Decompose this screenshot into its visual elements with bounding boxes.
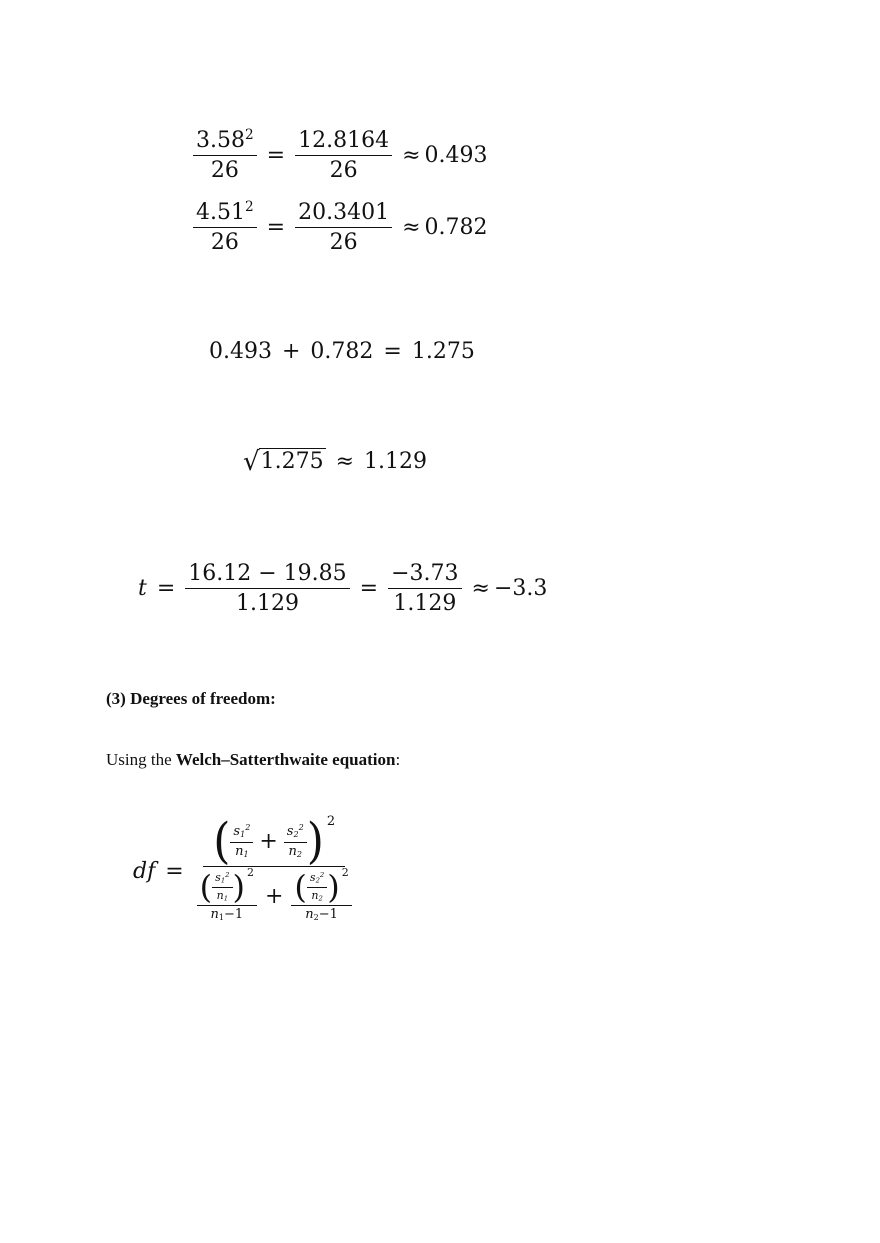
fraction xyxy=(185,561,349,617)
index: 2 xyxy=(293,829,299,839)
approx-sign: ≈ xyxy=(402,143,421,169)
numerator-value: 16.12 − 19.85 xyxy=(185,561,349,589)
equals-sign: = xyxy=(266,143,286,169)
equals-sign: = xyxy=(383,339,402,364)
sum-term-b: 0.782 xyxy=(310,339,374,364)
equals-sign: = xyxy=(156,576,176,602)
df-numerator xyxy=(203,813,345,870)
n-symbol: n xyxy=(288,843,297,859)
left-paren: ( xyxy=(294,868,307,906)
sum-term-a: 0.493 xyxy=(209,339,272,364)
exponent: 2 xyxy=(298,822,304,832)
index: 1 xyxy=(218,913,224,922)
fraction xyxy=(295,200,392,256)
s-symbol: s xyxy=(233,823,241,839)
intro-text: Using the xyxy=(106,750,176,769)
exponent: 2 xyxy=(244,198,254,215)
n-symbol: n xyxy=(311,888,319,902)
term-1-fraction xyxy=(197,865,257,923)
denominator-value: 1.129 xyxy=(393,591,457,617)
fraction xyxy=(193,200,257,256)
denominator-value: 26 xyxy=(329,230,358,256)
numerator-value: −3.73 xyxy=(388,561,461,589)
exponent: 2 xyxy=(225,870,230,879)
df-denominator xyxy=(194,867,355,923)
numerator-value: 20.3401 xyxy=(295,200,392,228)
root-result: 1.129 xyxy=(364,449,427,475)
index: 2 xyxy=(315,876,320,885)
equation-t-statistic xyxy=(138,561,547,617)
s-symbol: s xyxy=(215,870,221,884)
right-paren: ) xyxy=(232,868,245,906)
welch-intro-paragraph xyxy=(106,750,400,770)
fraction xyxy=(388,561,461,617)
plus-sign: + xyxy=(259,829,278,855)
exponent: 2 xyxy=(245,822,251,832)
equation-degrees-of-freedom xyxy=(133,813,355,923)
left-paren: ( xyxy=(199,868,213,906)
index: 1 xyxy=(243,849,249,859)
equals-sign: = xyxy=(266,215,286,241)
equation-variance-term-2 xyxy=(193,200,488,256)
radical xyxy=(243,447,326,478)
approx-sign: ≈ xyxy=(471,576,490,602)
df-variable: df xyxy=(133,858,156,884)
section-heading xyxy=(106,689,276,709)
n-symbol: n xyxy=(235,843,244,859)
plus-sign: + xyxy=(281,339,301,364)
approx-sign: ≈ xyxy=(402,215,421,241)
equals-sign: = xyxy=(165,858,184,884)
denominator-value: 26 xyxy=(210,230,239,256)
result-value: 0.493 xyxy=(424,143,488,169)
outer-exponent: 2 xyxy=(341,865,349,879)
outer-exponent: 2 xyxy=(246,865,254,879)
exponent: 2 xyxy=(244,126,254,143)
fraction xyxy=(193,128,257,184)
section-heading-text: (3) Degrees of freedom: xyxy=(106,689,276,708)
t-variable: t xyxy=(138,576,147,602)
result-value: 0.782 xyxy=(424,215,488,241)
n-symbol: n xyxy=(210,907,219,922)
n-symbol: n xyxy=(216,888,224,902)
n-symbol: n xyxy=(305,907,314,922)
fraction xyxy=(295,128,392,184)
intro-suffix: : xyxy=(395,750,401,769)
denominator-value: 26 xyxy=(329,158,358,184)
numerator-value: 3.58 xyxy=(196,128,245,153)
index: 1 xyxy=(223,894,229,903)
index: 1 xyxy=(240,829,246,839)
s-symbol: s xyxy=(286,823,294,839)
minus-one: −1 xyxy=(318,907,338,922)
radicand: 1.275 xyxy=(260,449,324,474)
right-paren: ) xyxy=(306,813,324,870)
t-result: −3.3 xyxy=(493,576,548,602)
s-symbol: s xyxy=(309,870,316,884)
denominator-value: 26 xyxy=(210,158,239,184)
numerator-value: 12.8164 xyxy=(295,128,392,156)
sum-result: 1.275 xyxy=(411,339,475,364)
equals-sign: = xyxy=(359,576,379,602)
equation-square-root xyxy=(243,447,427,478)
s1-over-n1 xyxy=(230,822,253,860)
outer-exponent: 2 xyxy=(326,813,336,829)
term-2-fraction xyxy=(291,865,351,923)
index: 2 xyxy=(296,849,302,859)
s2-over-n2 xyxy=(284,822,307,860)
radical-sign: √ xyxy=(243,447,260,478)
right-paren: ) xyxy=(327,868,340,906)
index: 2 xyxy=(318,894,323,903)
minus-one: −1 xyxy=(223,907,244,922)
equation-variance-term-1 xyxy=(193,128,488,184)
denominator-value: 1.129 xyxy=(235,591,299,617)
index: 2 xyxy=(313,913,319,922)
left-paren: ( xyxy=(213,813,231,870)
plus-sign: + xyxy=(264,884,284,910)
df-main-fraction xyxy=(194,813,355,923)
index: 1 xyxy=(220,876,226,885)
equation-name: Welch–Satterthwaite equation xyxy=(175,750,396,769)
numerator-value: 4.51 xyxy=(196,200,245,225)
approx-sign: ≈ xyxy=(335,449,354,475)
exponent: 2 xyxy=(319,870,325,879)
equation-sum xyxy=(209,339,475,364)
